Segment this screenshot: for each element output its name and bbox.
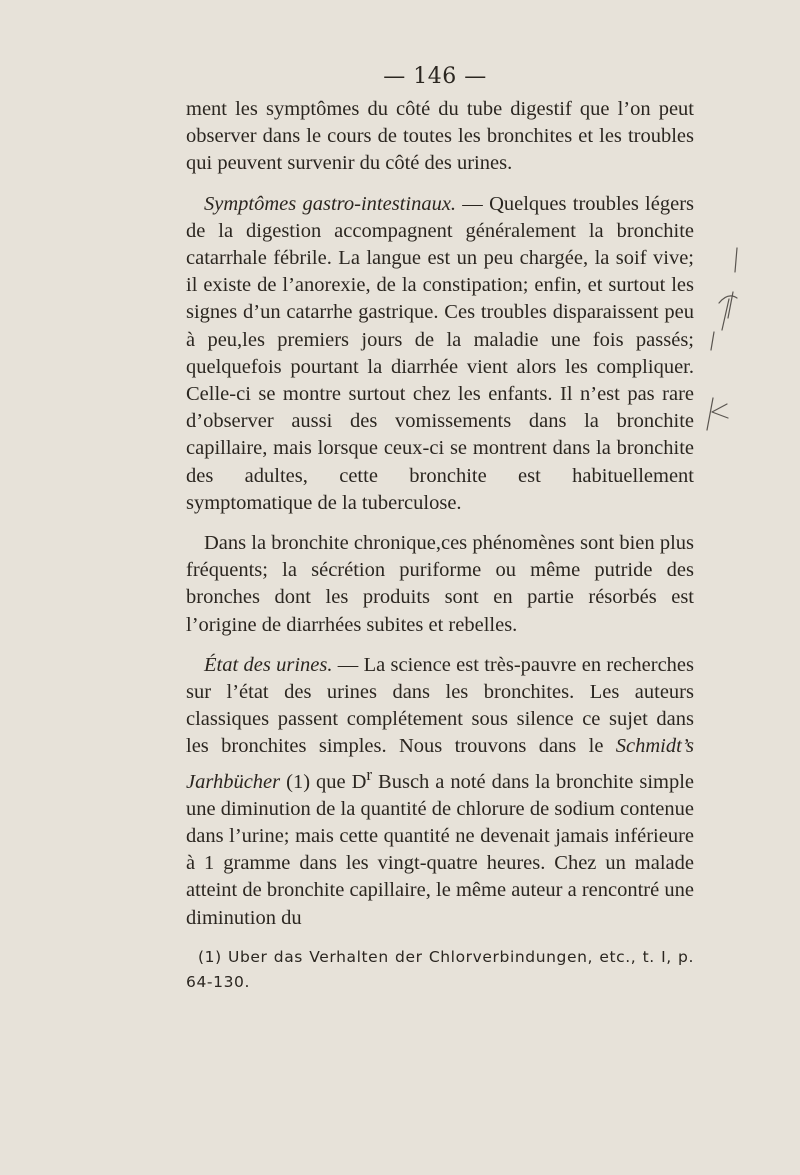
paragraph-2-text: — Quelques troubles légers de la digestion accompagnent généralement la bronchite catarrhale fébrile. La langue est un peu chargée, la soif vive; il existe de l’anorexie, de la constipation; enfin, et surtout les signes d’un catarrhe gastrique. Ces troubles disparaissent peu à peu,les premiers jours de la maladie une fois passés; quelquefois pourtant la diarrhée vient alors les compliquer. Celle-ci se montre surtout chez les enfants. Il n’est pas rare d’observer aussi des vomissements dans la bronchite capillaire, mais lorsque ceux-ci se montrent dans la bronchite des adultes, cette bronchite est habituellement symptomatique de la tuberculose. (186, 192, 695, 514)
footnote-1: (1) Uber das Verhalten der Chlorverbindungen, etc., t. I, p. 64-130. (186, 948, 694, 991)
page-number: — 146 — (383, 64, 487, 89)
paragraph-1: ment les symptômes du côté du tube digestif que l’on peut observer dans le cours de toutes les bronchites et les troubles qui peuvent survenir du côté des urines. (186, 98, 694, 175)
paragraph-4-text-c: Busch a noté dans la bronchite simple une diminution de la quantité de chlorure de sodium contenue dans l’urine; mais cette quantité ne devenait jamais inférieure à 1 gramme dans les vingt-quatre heures. Chez un malade atteint de bronchite capillaire, le même auteur a rencontré une diminution du (186, 770, 695, 929)
section-heading-gastro: Symptômes gastro-intestinaux. (204, 192, 457, 215)
section-heading-urines: État des urines. (204, 653, 333, 676)
paragraph-4-text-b: (1) que D (280, 770, 367, 793)
doctor-superscript: r (366, 764, 373, 784)
paragraph-4-text-a: — La science est très-pauvre en recherches sur l’état des urines dans les bronchites. Les auteurs classiques passent complétement sous silence ce sujet dans les bronchites simples. Nous trouvons dans le (186, 653, 694, 758)
pencil-mark-3 (719, 296, 737, 330)
paragraph-3: Dans la bronchite chronique,ces phénomènes sont bien plus fréquents; la sécrétion puriforme ou même putride des bronches dont les produits sont en partie résorbés est l’origine de diarrhées subites et rebelles. (186, 532, 694, 636)
pencil-mark-4 (711, 332, 714, 350)
pencil-mark-1 (735, 248, 737, 272)
journal-title: Schmidt’s Jarhbücher (186, 735, 694, 793)
pencil-mark-5 (707, 398, 713, 430)
pencil-mark-6 (712, 404, 728, 418)
